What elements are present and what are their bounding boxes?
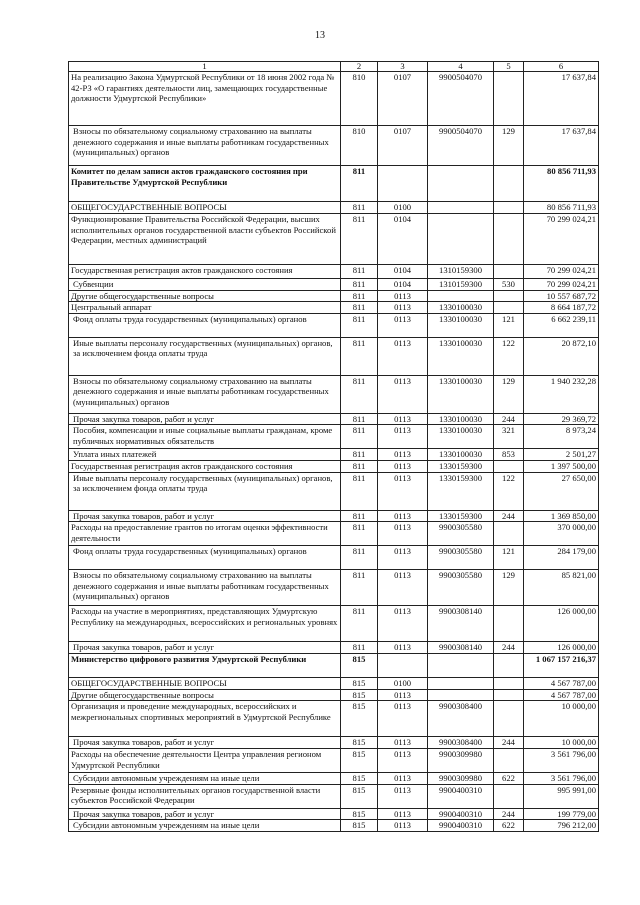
table-row [69,449,599,461]
table-row [69,642,599,654]
amount-cell: 1 397 500,00 [524,460,599,472]
item-name-cell: Фонд оплаты труда государственных (муниципальных) органов [69,546,341,570]
target-article-cell: 1330100030 [428,375,494,413]
amount-cell: 6 662 239,11 [524,313,599,337]
section-code-cell: 0113 [378,748,428,772]
table-row [69,313,599,337]
item-name-cell: Взносы по обязательному социальному страхованию на выплаты денежного содержания и иные выплаты работникам государственных (муниципальных) органов [69,126,341,166]
table-header-row [69,62,599,72]
section-code-cell: 0104 [378,214,428,265]
department-code-cell: 811 [341,166,378,202]
department-code-cell: 815 [341,653,378,677]
table-row [69,522,599,546]
amount-cell: 4 567 787,00 [524,677,599,689]
item-name-cell: На реализацию Закона Удмуртской Республики от 18 июня 2002 года № 42-РЗ «О гарантиях деятельности лиц, замещающих государственные должности Удмуртской Республики» [69,72,341,126]
department-code-cell: 810 [341,72,378,126]
target-article-cell: 9900308400 [428,701,494,737]
target-article-cell: 9900504070 [428,126,494,166]
expense-type-cell: 853 [494,449,524,461]
table-row [69,375,599,413]
department-code-cell: 811 [341,279,378,291]
column-header: 2 [341,62,378,72]
item-name-cell: Субсидии автономным учреждениям на иные цели [69,820,341,832]
expense-type-cell [494,522,524,546]
table-row [69,460,599,472]
expense-type-cell [494,166,524,202]
column-header: 5 [494,62,524,72]
table-row [69,72,599,126]
target-article-cell: 1310159300 [428,279,494,291]
amount-cell: 8 664 187,72 [524,302,599,314]
department-code-cell: 811 [341,313,378,337]
table-row [69,748,599,772]
amount-cell: 10 000,00 [524,701,599,737]
table-row [69,166,599,202]
amount-cell: 2 501,27 [524,449,599,461]
expense-type-cell [494,202,524,214]
amount-cell: 3 561 796,00 [524,748,599,772]
department-code-cell: 811 [341,214,378,265]
expense-type-cell: 129 [494,570,524,606]
amount-cell: 10 557 687,72 [524,290,599,302]
amount-cell: 995 991,00 [524,784,599,808]
target-article-cell: 1330159300 [428,510,494,522]
expense-type-cell: 321 [494,425,524,449]
department-code-cell: 811 [341,522,378,546]
section-code-cell: 0113 [378,460,428,472]
column-header: 4 [428,62,494,72]
table-row [69,653,599,677]
item-name-cell: ОБЩЕГОСУДАРСТВЕННЫЕ ВОПРОСЫ [69,202,341,214]
section-code-cell: 0104 [378,265,428,279]
table-row [69,820,599,832]
item-name-cell: Государственная регистрация актов гражданского состояния [69,265,341,279]
expense-type-cell: 122 [494,472,524,510]
table-row [69,126,599,166]
table-row [69,279,599,291]
item-name-cell: Расходы на предоставление грантов по итогам оценки эффективности деятельности [69,522,341,546]
department-code-cell: 811 [341,449,378,461]
department-code-cell: 811 [341,570,378,606]
department-code-cell: 811 [341,265,378,279]
table-row [69,772,599,784]
section-code-cell: 0113 [378,425,428,449]
expense-type-cell: 121 [494,313,524,337]
amount-cell: 284 179,00 [524,546,599,570]
expense-type-cell: 244 [494,808,524,820]
department-code-cell: 815 [341,784,378,808]
section-code-cell: 0113 [378,546,428,570]
item-name-cell: Уплата иных платежей [69,449,341,461]
expense-type-cell [494,214,524,265]
amount-cell: 1 369 850,00 [524,510,599,522]
target-article-cell: 9900308140 [428,642,494,654]
section-code-cell: 0113 [378,472,428,510]
item-name-cell: Прочая закупка товаров, работ и услуг [69,413,341,425]
table-row [69,808,599,820]
target-article-cell: 1330100030 [428,337,494,375]
section-code-cell [378,166,428,202]
section-code-cell: 0113 [378,606,428,642]
section-code-cell [378,653,428,677]
section-code-cell: 0113 [378,737,428,749]
table-row [69,265,599,279]
amount-cell: 29 369,72 [524,413,599,425]
target-article-cell: 1330100030 [428,413,494,425]
table-row [69,202,599,214]
amount-cell: 1 940 232,28 [524,375,599,413]
table-row [69,472,599,510]
amount-cell: 70 299 024,21 [524,279,599,291]
item-name-cell: ОБЩЕГОСУДАРСТВЕННЫЕ ВОПРОСЫ [69,677,341,689]
table-row [69,302,599,314]
target-article-cell: 1330100030 [428,313,494,337]
item-name-cell: Взносы по обязательному социальному страхованию на выплаты денежного содержания и иные выплаты работникам государственных (муниципальных) органов [69,570,341,606]
amount-cell: 70 299 024,21 [524,214,599,265]
amount-cell: 80 856 711,93 [524,166,599,202]
amount-cell: 126 000,00 [524,642,599,654]
target-article-cell [428,166,494,202]
item-name-cell: Функционирование Правительства Российской Федерации, высших исполнительных органов государственной власти субъектов Российской Федерации, местных администраций [69,214,341,265]
target-article-cell [428,290,494,302]
table-row [69,290,599,302]
department-code-cell: 811 [341,510,378,522]
item-name-cell: Организация и проведение международных, всероссийских и межрегиональных спортивных мероприятий в Удмуртской Республике [69,701,341,737]
amount-cell: 8 973,24 [524,425,599,449]
target-article-cell: 9900504070 [428,72,494,126]
target-article-cell: 1330159300 [428,472,494,510]
item-name-cell: Субсидии автономным учреждениям на иные цели [69,772,341,784]
item-name-cell: Прочая закупка товаров, работ и услуг [69,737,341,749]
item-name-cell: Субвенции [69,279,341,291]
amount-cell: 3 561 796,00 [524,772,599,784]
item-name-cell: Центральный аппарат [69,302,341,314]
section-code-cell: 0100 [378,202,428,214]
department-code-cell: 815 [341,689,378,701]
amount-cell: 70 299 024,21 [524,265,599,279]
amount-cell: 20 872,10 [524,337,599,375]
target-article-cell: 1330100030 [428,302,494,314]
table-row [69,677,599,689]
department-code-cell: 811 [341,337,378,375]
amount-cell: 796 212,00 [524,820,599,832]
item-name-cell: Расходы на обеспечение деятельности Центра управления регионом Удмуртской Республики [69,748,341,772]
target-article-cell: 9900305580 [428,570,494,606]
department-code-cell: 811 [341,425,378,449]
table-row [69,689,599,701]
department-code-cell: 815 [341,772,378,784]
target-article-cell: 9900400310 [428,784,494,808]
amount-cell: 17 637,84 [524,72,599,126]
expense-type-cell: 122 [494,337,524,375]
section-code-cell: 0104 [378,279,428,291]
target-article-cell: 1330100030 [428,449,494,461]
amount-cell: 370 000,00 [524,522,599,546]
item-name-cell: Другие общегосударственные вопросы [69,290,341,302]
department-code-cell: 815 [341,701,378,737]
department-code-cell: 815 [341,820,378,832]
item-name-cell: Иные выплаты персоналу государственных (муниципальных) органов, за исключением фонда оплаты труда [69,337,341,375]
section-code-cell: 0107 [378,72,428,126]
item-name-cell: Другие общегосударственные вопросы [69,689,341,701]
amount-cell: 1 067 157 216,37 [524,653,599,677]
expense-type-cell [494,302,524,314]
expense-type-cell [494,677,524,689]
section-code-cell: 0113 [378,701,428,737]
department-code-cell: 811 [341,202,378,214]
section-code-cell: 0113 [378,313,428,337]
budget-table [68,61,599,832]
department-code-cell: 815 [341,748,378,772]
table-row [69,510,599,522]
department-code-cell: 811 [341,606,378,642]
target-article-cell: 9900309980 [428,748,494,772]
item-name-cell: Пособия, компенсации и иные социальные выплаты гражданам, кроме публичных нормативных обязательств [69,425,341,449]
expense-type-cell [494,606,524,642]
column-header: 1 [69,62,341,72]
target-article-cell: 1310159300 [428,265,494,279]
target-article-cell: 1330100030 [428,425,494,449]
item-name-cell: Взносы по обязательному социальному страхованию на выплаты денежного содержания и иные выплаты работникам государственных (муниципальных) органов [69,375,341,413]
section-code-cell: 0113 [378,302,428,314]
expense-type-cell [494,290,524,302]
amount-cell: 85 821,00 [524,570,599,606]
target-article-cell: 9900308400 [428,737,494,749]
department-code-cell: 811 [341,642,378,654]
table-row [69,214,599,265]
table-row [69,784,599,808]
section-code-cell: 0113 [378,413,428,425]
target-article-cell [428,677,494,689]
target-article-cell: 1330159300 [428,460,494,472]
expense-type-cell [494,689,524,701]
column-header: 6 [524,62,599,72]
expense-type-cell [494,784,524,808]
expense-type-cell [494,653,524,677]
target-article-cell [428,653,494,677]
expense-type-cell [494,72,524,126]
table-row [69,570,599,606]
department-code-cell: 811 [341,302,378,314]
section-code-cell: 0113 [378,375,428,413]
item-name-cell: Прочая закупка товаров, работ и услуг [69,808,341,820]
section-code-cell: 0113 [378,337,428,375]
section-code-cell: 0113 [378,772,428,784]
target-article-cell [428,202,494,214]
expense-type-cell: 244 [494,413,524,425]
amount-cell: 80 856 711,93 [524,202,599,214]
page-number: 13 [315,30,325,41]
department-code-cell: 811 [341,460,378,472]
item-name-cell: Министерство цифрового развития Удмуртской Республики [69,653,341,677]
section-code-cell: 0113 [378,820,428,832]
amount-cell: 126 000,00 [524,606,599,642]
table-body [69,72,599,832]
section-code-cell: 0113 [378,290,428,302]
item-name-cell: Резервные фонды исполнительных органов государственной власти субъектов Российской Федерации [69,784,341,808]
section-code-cell: 0113 [378,642,428,654]
expense-type-cell [494,748,524,772]
expense-type-cell [494,265,524,279]
department-code-cell: 811 [341,546,378,570]
department-code-cell: 815 [341,808,378,820]
table-row [69,737,599,749]
section-code-cell: 0113 [378,784,428,808]
table-row [69,337,599,375]
table-row [69,413,599,425]
expense-type-cell: 244 [494,642,524,654]
amount-cell: 17 637,84 [524,126,599,166]
expense-type-cell [494,460,524,472]
amount-cell: 10 000,00 [524,737,599,749]
target-article-cell: 9900309980 [428,772,494,784]
amount-cell: 199 779,00 [524,808,599,820]
item-name-cell: Государственная регистрация актов гражданского состояния [69,460,341,472]
item-name-cell: Прочая закупка товаров, работ и услуг [69,510,341,522]
department-code-cell: 811 [341,472,378,510]
section-code-cell: 0113 [378,808,428,820]
department-code-cell: 811 [341,290,378,302]
item-name-cell: Комитет по делам записи актов гражданского состояния при Правительстве Удмуртской Республики [69,166,341,202]
target-article-cell: 9900308140 [428,606,494,642]
item-name-cell: Расходы на участие в мероприятиях, представляющих Удмуртскую Республику на международных, всероссийских и региональных уровнях [69,606,341,642]
amount-cell: 27 650,00 [524,472,599,510]
target-article-cell: 9900400310 [428,820,494,832]
table-row [69,701,599,737]
target-article-cell: 9900400310 [428,808,494,820]
expense-type-cell: 121 [494,546,524,570]
department-code-cell: 810 [341,126,378,166]
section-code-cell: 0113 [378,510,428,522]
expense-type-cell: 244 [494,737,524,749]
department-code-cell: 815 [341,737,378,749]
department-code-cell: 811 [341,375,378,413]
target-article-cell: 9900305580 [428,522,494,546]
expense-type-cell: 622 [494,772,524,784]
expense-type-cell: 622 [494,820,524,832]
expense-type-cell: 244 [494,510,524,522]
item-name-cell: Фонд оплаты труда государственных (муниципальных) органов [69,313,341,337]
section-code-cell: 0113 [378,689,428,701]
item-name-cell: Иные выплаты персоналу государственных (муниципальных) органов, за исключением фонда оплаты труда [69,472,341,510]
target-article-cell [428,214,494,265]
section-code-cell: 0107 [378,126,428,166]
target-article-cell: 9900305580 [428,546,494,570]
section-code-cell: 0113 [378,449,428,461]
department-code-cell: 815 [341,677,378,689]
table-row [69,546,599,570]
amount-cell: 4 567 787,00 [524,689,599,701]
item-name-cell: Прочая закупка товаров, работ и услуг [69,642,341,654]
target-article-cell [428,689,494,701]
section-code-cell: 0113 [378,570,428,606]
expense-type-cell: 129 [494,126,524,166]
column-header: 3 [378,62,428,72]
department-code-cell: 811 [341,413,378,425]
section-code-cell: 0100 [378,677,428,689]
expense-type-cell: 129 [494,375,524,413]
expense-type-cell: 530 [494,279,524,291]
section-code-cell: 0113 [378,522,428,546]
expense-type-cell [494,701,524,737]
table-row [69,425,599,449]
table-row [69,606,599,642]
